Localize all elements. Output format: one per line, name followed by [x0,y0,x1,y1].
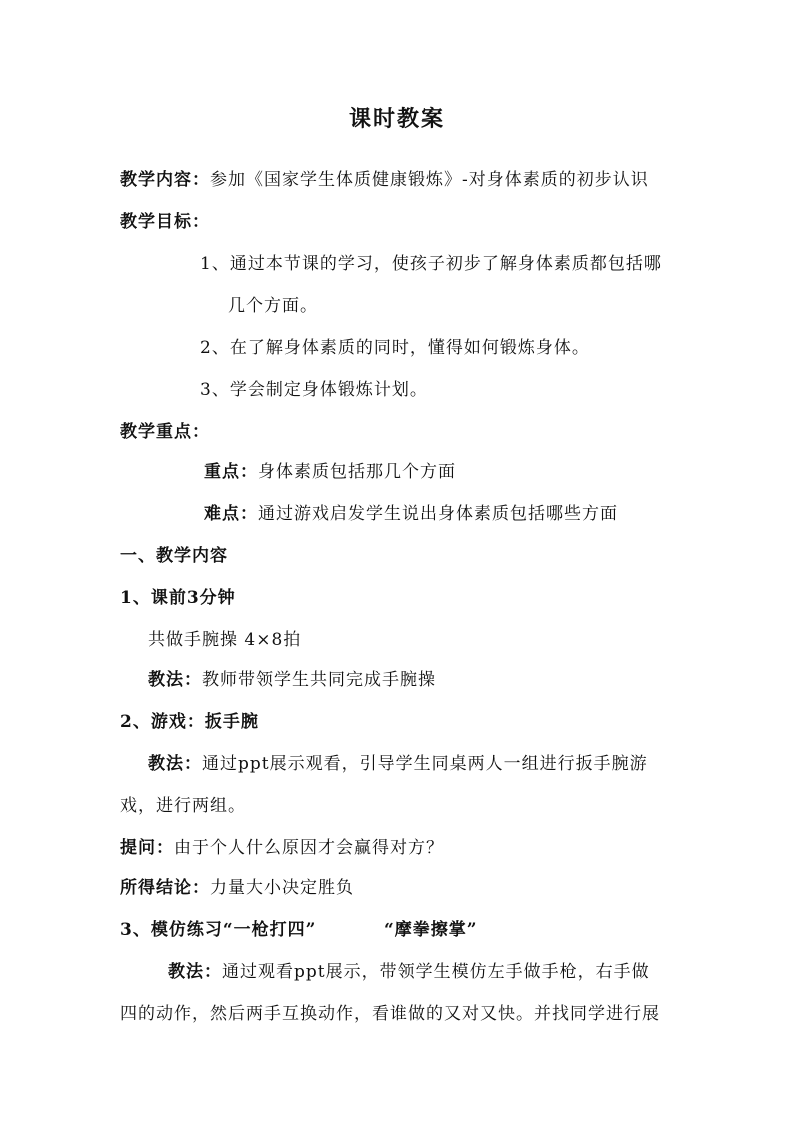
conclusion-text: 力量大小决定胜负 [210,878,354,898]
content-line [120,168,649,192]
question-label: 提问： [120,838,174,858]
key-point-line [204,460,456,484]
part2-method [148,752,648,776]
question-text: 由于个人什么原因才会赢得对方？ [174,838,444,858]
part2-heading: 2、游戏：扳手腕 [120,712,259,732]
content-text: 参加《国家学生体质健康锻炼》-对身体素质的初步认识 [210,170,649,190]
part3-heading-2: “摩拳擦掌” [384,920,478,940]
part3-method [168,960,650,984]
part1-heading: 1、课前3分钟 [120,588,236,608]
goals-label: 教学目标： [120,212,210,232]
conclusion-line [120,876,354,900]
difficulty-line [204,502,618,526]
difficulty-text: 通过游戏启发学生说出身体素质包括哪些方面 [258,504,618,524]
part3-method-label: 教法： [168,962,222,982]
key-point-text: 身体素质包括那几个方面 [258,462,456,482]
conclusion-label: 所得结论： [120,878,210,898]
difficulty-label: 难点： [204,504,258,524]
part1-method-label: 教法： [148,670,202,690]
part2-method-text-1: 通过ppt展示观看，引导学生同桌两人一组进行扳手腕游 [202,754,648,774]
part1-method [148,668,436,692]
part2-method-label: 教法： [148,754,202,774]
part3-method-text-1: 通过观看ppt展示，带领学生模仿左手做手枪，右手做 [222,962,650,982]
goal-item-1-cont: 几个方面。 [228,296,318,316]
section-heading: 一、教学内容 [120,546,228,566]
key-point-label: 重点： [204,462,258,482]
part3-method-cont: 四的动作，然后两手互换动作，看谁做的又对又快。并找同学进行展 [120,1004,660,1024]
goal-item-2: 2、在了解身体素质的同时，懂得如何锻炼身体。 [200,338,590,358]
part3-heading: 3、模仿练习“一枪打四” [120,920,317,940]
content-label: 教学内容： [120,170,210,190]
focus-label: 教学重点： [120,422,210,442]
part1-line: 共做手腕操 4×8拍 [148,630,302,650]
document-title: 课时教案 [348,106,445,132]
goal-item-1: 1、通过本节课的学习，使孩子初步了解身体素质都包括哪 [200,254,662,274]
question-line [120,836,444,860]
part1-method-text: 教师带领学生共同完成手腕操 [202,670,436,690]
part2-method-cont: 戏，进行两组。 [120,796,246,816]
goal-item-3: 3、学会制定身体锻炼计划。 [200,380,428,400]
